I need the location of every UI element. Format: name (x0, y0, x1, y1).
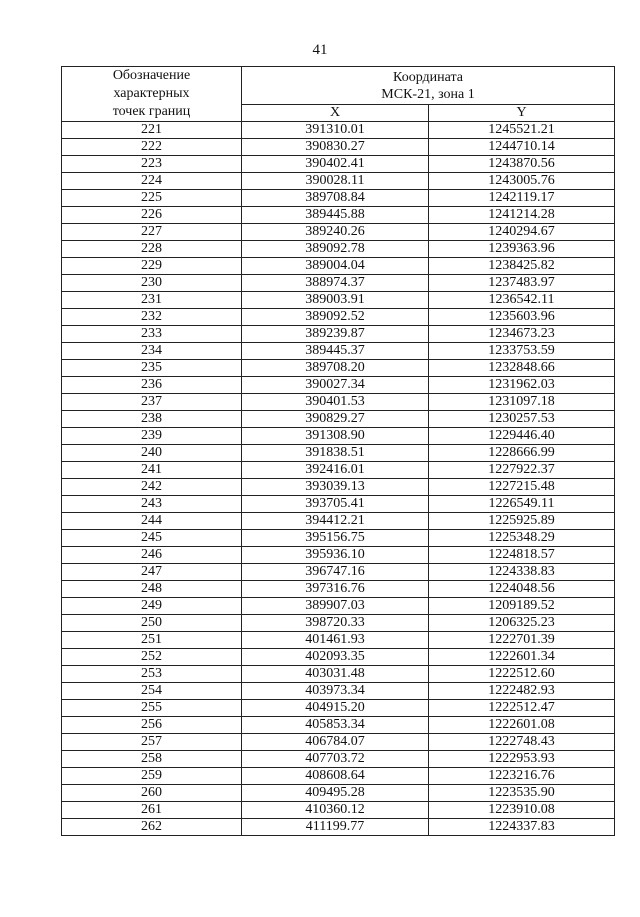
cell-x: 389445.88 (242, 207, 429, 224)
cell-point-id: 235 (62, 360, 242, 377)
table-row (62, 513, 615, 530)
table-row (62, 564, 615, 581)
cell-point-id: 236 (62, 377, 242, 394)
cell-y: 1227922.37 (429, 462, 615, 479)
cell-point-id: 253 (62, 666, 242, 683)
cell-point-id: 251 (62, 632, 242, 649)
table-row (62, 479, 615, 496)
table-row (62, 343, 615, 360)
table-row (62, 411, 615, 428)
table-row (62, 751, 615, 768)
cell-x: 390401.53 (242, 394, 429, 411)
cell-x: 389445.37 (242, 343, 429, 360)
cell-x: 391308.90 (242, 428, 429, 445)
cell-y: 1206325.23 (429, 615, 615, 632)
cell-point-id: 248 (62, 581, 242, 598)
table-row (62, 785, 615, 802)
cell-point-id: 244 (62, 513, 242, 530)
cell-point-id: 221 (62, 122, 242, 139)
cell-x: 390028.11 (242, 173, 429, 190)
table-row (62, 258, 615, 275)
cell-x: 390830.27 (242, 139, 429, 156)
cell-point-id: 260 (62, 785, 242, 802)
cell-x: 401461.93 (242, 632, 429, 649)
cell-y: 1222953.93 (429, 751, 615, 768)
cell-point-id: 257 (62, 734, 242, 751)
cell-x: 391838.51 (242, 445, 429, 462)
header-point-designation (62, 67, 242, 122)
table-row (62, 207, 615, 224)
cell-point-id: 250 (62, 615, 242, 632)
table-row (62, 445, 615, 462)
cell-y: 1238425.82 (429, 258, 615, 275)
cell-x: 390027.34 (242, 377, 429, 394)
header-x: X (242, 105, 429, 122)
cell-y: 1224338.83 (429, 564, 615, 581)
table-row (62, 632, 615, 649)
cell-point-id: 241 (62, 462, 242, 479)
table-row (62, 428, 615, 445)
cell-point-id: 228 (62, 241, 242, 258)
cell-x: 403973.34 (242, 683, 429, 700)
cell-y: 1224818.57 (429, 547, 615, 564)
coordinates-table (61, 66, 615, 836)
cell-point-id: 231 (62, 292, 242, 309)
table-row (62, 275, 615, 292)
table-body (62, 122, 615, 836)
cell-point-id: 258 (62, 751, 242, 768)
cell-y: 1222748.43 (429, 734, 615, 751)
table-row (62, 615, 615, 632)
table-row (62, 173, 615, 190)
cell-point-id: 227 (62, 224, 242, 241)
cell-y: 1234673.23 (429, 326, 615, 343)
cell-x: 389708.84 (242, 190, 429, 207)
cell-point-id: 229 (62, 258, 242, 275)
cell-x: 403031.48 (242, 666, 429, 683)
cell-y: 1242119.17 (429, 190, 615, 207)
cell-y: 1225348.29 (429, 530, 615, 547)
cell-x: 394412.21 (242, 513, 429, 530)
cell-x: 410360.12 (242, 802, 429, 819)
cell-point-id: 234 (62, 343, 242, 360)
cell-y: 1222601.08 (429, 717, 615, 734)
table-row (62, 156, 615, 173)
table-row (62, 309, 615, 326)
cell-y: 1237483.97 (429, 275, 615, 292)
cell-point-id: 238 (62, 411, 242, 428)
cell-point-id: 249 (62, 598, 242, 615)
cell-point-id: 232 (62, 309, 242, 326)
cell-y: 1222701.39 (429, 632, 615, 649)
cell-x: 389240.26 (242, 224, 429, 241)
table-row (62, 683, 615, 700)
table-row (62, 190, 615, 207)
cell-point-id: 237 (62, 394, 242, 411)
cell-y: 1226549.11 (429, 496, 615, 513)
table-row (62, 360, 615, 377)
cell-x: 409495.28 (242, 785, 429, 802)
cell-y: 1243870.56 (429, 156, 615, 173)
cell-y: 1227215.48 (429, 479, 615, 496)
cell-point-id: 259 (62, 768, 242, 785)
cell-x: 402093.35 (242, 649, 429, 666)
cell-x: 395936.10 (242, 547, 429, 564)
table-row (62, 326, 615, 343)
cell-point-id: 256 (62, 717, 242, 734)
cell-y: 1241214.28 (429, 207, 615, 224)
header-point-line-3: точек границ (112, 104, 191, 119)
cell-x: 389092.52 (242, 309, 429, 326)
cell-y: 1230257.53 (429, 411, 615, 428)
table-row (62, 734, 615, 751)
cell-point-id: 225 (62, 190, 242, 207)
table-row (62, 530, 615, 547)
cell-x: 393039.13 (242, 479, 429, 496)
table-row (62, 224, 615, 241)
cell-point-id: 243 (62, 496, 242, 513)
cell-point-id: 247 (62, 564, 242, 581)
cell-y: 1222482.93 (429, 683, 615, 700)
cell-y: 1231097.18 (429, 394, 615, 411)
cell-x: 393705.41 (242, 496, 429, 513)
table-row (62, 581, 615, 598)
cell-x: 389907.03 (242, 598, 429, 615)
cell-x: 404915.20 (242, 700, 429, 717)
table-row (62, 598, 615, 615)
table-row (62, 462, 615, 479)
table-row (62, 649, 615, 666)
table-row (62, 139, 615, 156)
cell-x: 396747.16 (242, 564, 429, 581)
cell-point-id: 252 (62, 649, 242, 666)
cell-point-id: 261 (62, 802, 242, 819)
cell-x: 390402.41 (242, 156, 429, 173)
cell-point-id: 262 (62, 819, 242, 836)
table-row (62, 547, 615, 564)
cell-point-id: 233 (62, 326, 242, 343)
cell-point-id: 239 (62, 428, 242, 445)
cell-y: 1243005.76 (429, 173, 615, 190)
header-coordinate-line-2: МСК-21, зона 1 (381, 86, 475, 102)
table-row (62, 292, 615, 309)
table-header (62, 67, 615, 122)
cell-y: 1232848.66 (429, 360, 615, 377)
table-row (62, 122, 615, 139)
cell-y: 1223910.08 (429, 802, 615, 819)
cell-x: 408608.64 (242, 768, 429, 785)
cell-x: 406784.07 (242, 734, 429, 751)
cell-point-id: 246 (62, 547, 242, 564)
cell-y: 1222512.47 (429, 700, 615, 717)
cell-y: 1239363.96 (429, 241, 615, 258)
cell-y: 1231962.03 (429, 377, 615, 394)
cell-point-id: 226 (62, 207, 242, 224)
cell-x: 388974.37 (242, 275, 429, 292)
cell-x: 389004.04 (242, 258, 429, 275)
cell-point-id: 230 (62, 275, 242, 292)
table-row (62, 802, 615, 819)
table-row (62, 241, 615, 258)
cell-point-id: 224 (62, 173, 242, 190)
cell-x: 397316.76 (242, 581, 429, 598)
table-row (62, 768, 615, 785)
cell-y: 1224337.83 (429, 819, 615, 836)
cell-point-id: 242 (62, 479, 242, 496)
page-number: 41 (312, 42, 328, 58)
cell-point-id: 245 (62, 530, 242, 547)
cell-point-id: 254 (62, 683, 242, 700)
table-row (62, 666, 615, 683)
cell-x: 391310.01 (242, 122, 429, 139)
cell-y: 1236542.11 (429, 292, 615, 309)
cell-x: 390829.27 (242, 411, 429, 428)
cell-y: 1245521.21 (429, 122, 615, 139)
table-row (62, 496, 615, 513)
table-row (62, 819, 615, 836)
cell-y: 1228666.99 (429, 445, 615, 462)
cell-y: 1222512.60 (429, 666, 615, 683)
cell-x: 389092.78 (242, 241, 429, 258)
cell-y: 1229446.40 (429, 428, 615, 445)
header-point-line-1: Обозначение (112, 68, 191, 83)
cell-y: 1225925.89 (429, 513, 615, 530)
cell-x: 389239.87 (242, 326, 429, 343)
cell-y: 1223535.90 (429, 785, 615, 802)
cell-point-id: 255 (62, 700, 242, 717)
cell-y: 1224048.56 (429, 581, 615, 598)
cell-x: 395156.75 (242, 530, 429, 547)
header-coordinate (242, 67, 615, 105)
cell-y: 1223216.76 (429, 768, 615, 785)
cell-x: 389708.20 (242, 360, 429, 377)
cell-y: 1233753.59 (429, 343, 615, 360)
cell-x: 405853.34 (242, 717, 429, 734)
cell-y: 1209189.52 (429, 598, 615, 615)
header-y: Y (429, 105, 615, 122)
table-row (62, 717, 615, 734)
cell-x: 411199.77 (242, 819, 429, 836)
cell-y: 1235603.96 (429, 309, 615, 326)
cell-x: 398720.33 (242, 615, 429, 632)
cell-point-id: 223 (62, 156, 242, 173)
table-row (62, 700, 615, 717)
cell-point-id: 222 (62, 139, 242, 156)
cell-y: 1240294.67 (429, 224, 615, 241)
header-coordinate-line-1: Координата (393, 69, 463, 85)
header-point-line-2: характерных (113, 86, 190, 101)
cell-y: 1222601.34 (429, 649, 615, 666)
table-row (62, 394, 615, 411)
table-row (62, 377, 615, 394)
cell-point-id: 240 (62, 445, 242, 462)
cell-x: 389003.91 (242, 292, 429, 309)
cell-x: 392416.01 (242, 462, 429, 479)
cell-x: 407703.72 (242, 751, 429, 768)
cell-y: 1244710.14 (429, 139, 615, 156)
